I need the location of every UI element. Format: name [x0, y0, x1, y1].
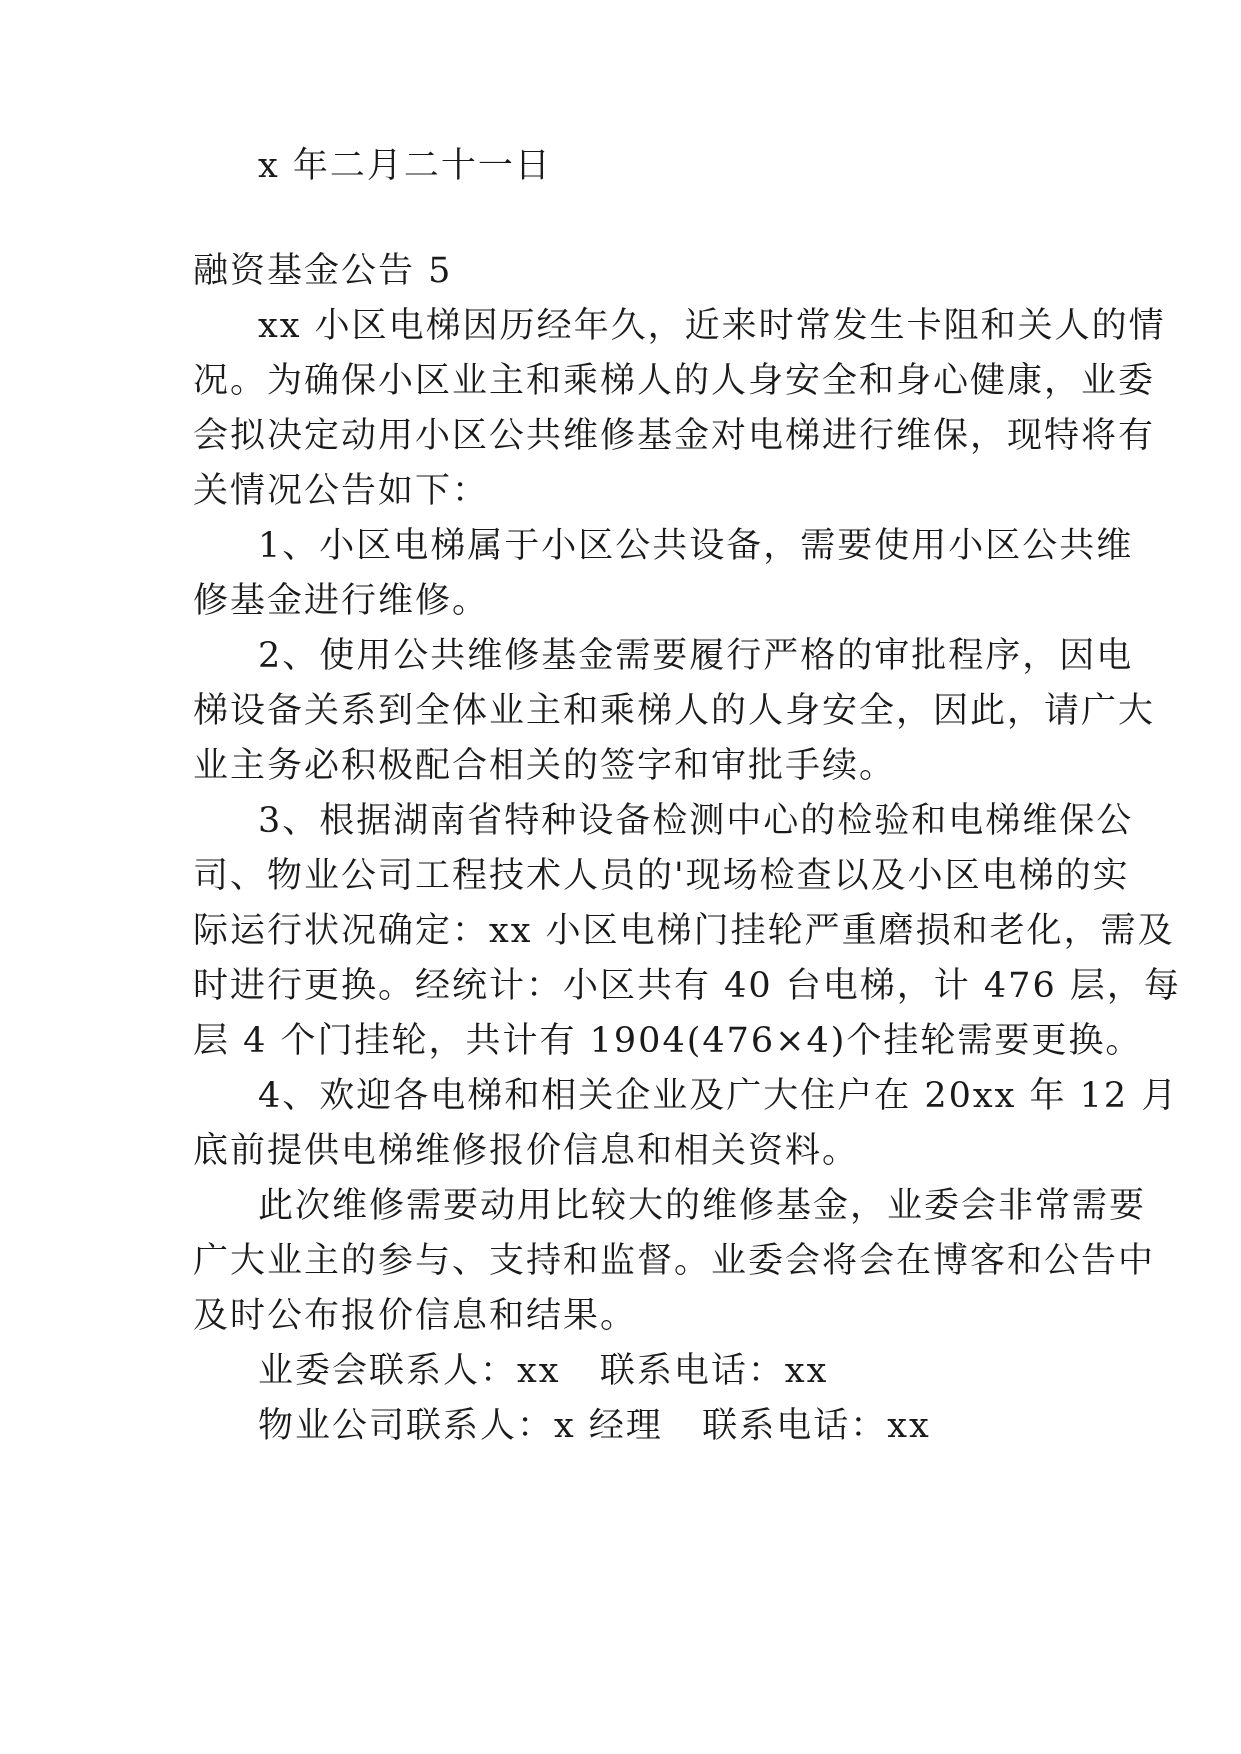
paragraph-line: 及时公布报价信息和结果。	[193, 1296, 638, 1336]
paragraph-line: 关情况公告如下：	[193, 471, 490, 511]
list-item-line: 修基金进行维修。	[193, 581, 490, 621]
paragraph-line: xx 小区电梯因历经年久，近来时常发生卡阻和关人的情	[258, 306, 1166, 346]
list-item-line: 2、使用公共维修基金需要履行严格的审批程序，因电	[258, 636, 1134, 676]
paragraph-line: 况。为确保小区业主和乘梯人的人身安全和身心健康，业委	[193, 361, 1156, 401]
paragraph-line: 会拟决定动用小区公共维修基金对电梯进行维保，现特将有	[193, 416, 1156, 456]
list-item-line: 梯设备关系到全体业主和乘梯人的人身安全，因此，请广大	[193, 691, 1156, 731]
list-item-line: 时进行更换。经统计：小区共有 40 台电梯，计 476 层，每	[193, 966, 1181, 1006]
paragraph-line: 广大业主的参与、支持和监督。业委会将会在博客和公告中	[193, 1241, 1156, 1281]
list-item-line: 际运行状况确定：xx 小区电梯门挂轮严重磨损和老化，需及	[193, 911, 1175, 951]
list-item-line: 层 4 个门挂轮，共计有 1904(476×4)个挂轮需要更换。	[193, 1021, 1143, 1061]
list-item-line: 3、根据湖南省特种设备检测中心的检验和电梯维保公	[258, 801, 1134, 841]
notice-title: 融资基金公告 5	[193, 251, 453, 291]
committee-contact: 业委会联系人：xx 联系电话：xx	[258, 1351, 829, 1391]
list-item-line: 业主务必积极配合相关的签字和审批手续。	[193, 746, 897, 786]
date-line: x 年二月二十一日	[258, 146, 552, 186]
property-contact: 物业公司联系人：x 经理 联系电话：xx	[258, 1406, 931, 1446]
list-item-line: 司、物业公司工程技术人员的'现场检查以及小区电梯的实	[193, 856, 1130, 896]
list-item-line: 底前提供电梯维修报价信息和相关资料。	[193, 1131, 860, 1171]
list-item-line: 1、小区电梯属于小区公共设备，需要使用小区公共维	[258, 526, 1134, 566]
paragraph-line: 此次维修需要动用比较大的维修基金，业委会非常需要	[258, 1186, 1147, 1226]
list-item-line: 4、欢迎各电梯和相关企业及广大住户在 20xx 年 12 月	[258, 1076, 1179, 1116]
